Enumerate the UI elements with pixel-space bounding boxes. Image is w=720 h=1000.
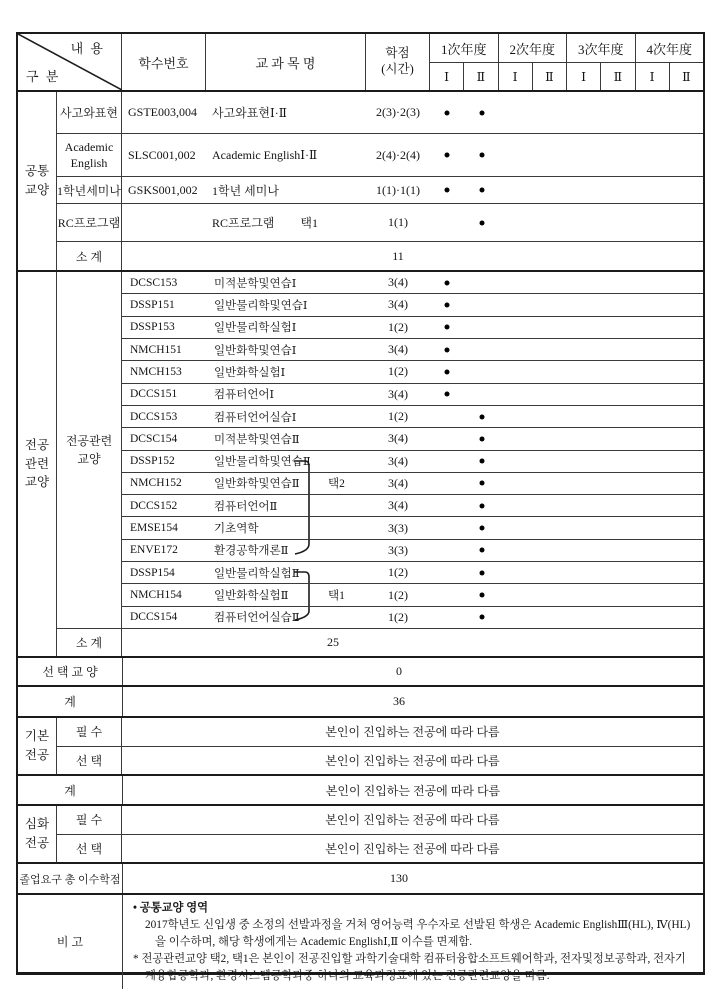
liberal-total-label: 계 xyxy=(18,687,123,716)
semester-dot xyxy=(480,153,485,158)
header-credit-line2: (시간) xyxy=(381,62,414,76)
semester-dot xyxy=(445,347,450,352)
semester-dot xyxy=(480,548,485,553)
common-gubun-label: 공통 교양 xyxy=(18,92,57,270)
course-row xyxy=(122,294,703,316)
course-credit: 3(3) xyxy=(388,542,408,557)
course-name: 사고와표현Ⅰ·Ⅱ xyxy=(212,106,287,120)
course-name: 컴퓨터언어Ⅱ xyxy=(214,500,278,513)
semester-dot xyxy=(480,615,485,620)
semester-dot xyxy=(445,153,450,158)
course-credit: 3(3) xyxy=(388,520,408,535)
remarks-body xyxy=(123,895,703,989)
semester-dot xyxy=(445,110,450,115)
basic-major-gubun: 기본 전공 xyxy=(18,718,57,774)
semester-dot xyxy=(480,570,485,575)
course-name: 1학년 세미나 xyxy=(212,183,279,198)
semester-dot xyxy=(445,325,450,330)
elective-liberal-row xyxy=(18,658,703,687)
common-row-seminar xyxy=(57,177,703,204)
course-name: 일반화학및연습Ⅰ xyxy=(214,344,297,357)
course-credit: 1(1) xyxy=(388,215,408,229)
elective-label: 선 택 xyxy=(57,835,122,863)
depends-on-major-text: 본인이 진입하는 전공에 따라 다름 xyxy=(325,783,501,798)
course-code: DCCS152 xyxy=(130,499,178,512)
course-code: DCSC154 xyxy=(130,432,178,445)
course-row xyxy=(122,272,703,294)
semester-dot xyxy=(480,110,485,115)
course-name: 일반물리학및연습Ⅱ xyxy=(214,456,311,469)
course-name: 일반물리학실험Ⅰ xyxy=(214,322,297,335)
header-sem-4-2: Ⅱ xyxy=(682,69,691,84)
header-sem-1-2: Ⅱ xyxy=(464,63,498,90)
course-credit: 3(4) xyxy=(388,297,408,312)
course-name: 일반물리학및연습Ⅰ xyxy=(214,299,308,312)
common-row-academic-english xyxy=(57,134,703,177)
header-course-name: 교 과 목 명 xyxy=(206,34,366,90)
course-code: EMSE154 xyxy=(130,522,178,535)
course-code: DCCS151 xyxy=(130,388,178,401)
category-label: 1학년세미나 xyxy=(57,177,122,203)
section-basic-major xyxy=(18,718,703,776)
major-naeyong-label: 전공관련 교양 xyxy=(57,272,122,628)
course-credit: 3(4) xyxy=(388,275,408,290)
course-name: 기초역학 xyxy=(214,523,259,536)
header-course-no: 학수번호 xyxy=(122,34,206,90)
section-advanced-major xyxy=(18,806,703,864)
semester-dot xyxy=(480,188,485,193)
course-name: 컴퓨터언어Ⅰ xyxy=(214,389,275,402)
section-common-liberal xyxy=(18,92,703,272)
semester-dot xyxy=(480,436,485,441)
course-code: DCSC153 xyxy=(130,276,178,289)
course-name: Academic EnglishⅠ·Ⅱ xyxy=(212,147,318,162)
remarks-paragraph-1: 2017학년도 신입생 중 소정의 선발과정을 거쳐 영어능력 우수자로 선발된 학생은 Academic EnglishⅢ(HL), Ⅳ(HL)을 이수하며, 해당 학생에게는 Academic EnglishⅠ,Ⅱ 이수를 면제함. xyxy=(145,918,691,948)
semester-dot xyxy=(445,302,450,307)
depends-on-major-text: 본인이 진입하는 전공에 따라 다름 xyxy=(325,725,500,740)
course-credit: 1(2) xyxy=(388,409,408,424)
select-label: 택2 xyxy=(328,478,345,491)
header-years xyxy=(430,34,703,90)
advanced-elective-row xyxy=(57,835,703,863)
elective-label: 선 택 교 양 xyxy=(18,658,123,685)
depends-on-major-text: 본인이 진입하는 전공에 따라 다름 xyxy=(325,753,500,768)
course-name: 일반물리학실험Ⅱ xyxy=(214,567,300,580)
course-credit: 2(3)·2(3) xyxy=(376,105,420,119)
graduation-value: 130 xyxy=(390,871,408,885)
course-credit: 1(2) xyxy=(388,364,408,379)
course-credit: 3(4) xyxy=(388,431,408,446)
course-row xyxy=(122,406,703,428)
header-year-2: 2次年度 xyxy=(499,34,568,62)
course-credit: 1(2) xyxy=(388,319,408,334)
category-label: RC프로그램 xyxy=(57,204,122,241)
course-credit: 3(4) xyxy=(388,475,408,490)
basic-elective-row xyxy=(57,747,703,775)
header-credit xyxy=(366,34,430,90)
header-credit-line1: 학점 xyxy=(385,46,410,61)
subtotal-value: 11 xyxy=(392,248,404,263)
remarks-row xyxy=(18,895,703,989)
course-row xyxy=(122,361,703,383)
category-label: 사고와표현 xyxy=(57,92,122,133)
course-row xyxy=(122,584,703,606)
header-sem-4-1: Ⅰ xyxy=(636,63,670,90)
course-code: NMCH152 xyxy=(130,477,182,490)
liberal-total-row xyxy=(18,687,703,718)
common-row-rc-program xyxy=(57,204,703,242)
course-code: DSSP154 xyxy=(130,566,175,579)
course-row xyxy=(122,540,703,562)
semester-dot xyxy=(480,503,485,508)
subtotal-label: 소 계 xyxy=(57,242,122,270)
course-name: 일반화학및연습Ⅱ xyxy=(214,478,300,491)
required-label: 필 수 xyxy=(57,718,122,746)
course-credit: 2(4)·2(4) xyxy=(376,147,420,162)
course-row xyxy=(122,607,703,628)
course-row xyxy=(122,317,703,339)
remarks-title: • 공통교양 영역 xyxy=(133,902,209,914)
semester-dot xyxy=(480,414,485,419)
curriculum-table xyxy=(16,32,705,982)
course-code: DCCS154 xyxy=(130,611,178,624)
course-name: 환경공학개론Ⅱ xyxy=(214,545,289,558)
header-sem-3-1: Ⅰ xyxy=(567,63,601,90)
course-code: DSSP153 xyxy=(130,321,175,334)
course-row xyxy=(122,339,703,361)
subtotal-label: 소 계 xyxy=(57,629,122,656)
common-row-sagoexpr xyxy=(57,92,703,134)
select-label: 택1 xyxy=(328,590,345,603)
major-subtotal-row xyxy=(57,629,703,656)
course-name: 컴퓨터언어실습Ⅱ xyxy=(214,612,300,625)
course-code: NMCH153 xyxy=(130,365,182,378)
course-row xyxy=(122,473,703,495)
course-code: NMCH154 xyxy=(130,589,182,602)
header-year-4: 4次年度 xyxy=(646,41,692,57)
course-name: 일반화학실험Ⅰ xyxy=(214,366,286,379)
semester-dot xyxy=(445,392,450,397)
course-credit: 3(4) xyxy=(388,342,408,357)
course-code: ENVE172 xyxy=(130,544,178,557)
course-code: SLSC001,002 xyxy=(128,147,196,162)
course-code: DSSP152 xyxy=(130,455,175,468)
semester-dot xyxy=(480,481,485,486)
graduation-credits-row xyxy=(18,864,703,895)
course-code: GSKS001,002 xyxy=(128,182,198,197)
liberal-total-value: 36 xyxy=(393,694,405,708)
course-code: DCCS153 xyxy=(130,410,178,423)
course-credit: 1(2) xyxy=(388,587,408,602)
semester-dot xyxy=(480,459,485,464)
header-sem-1-1: Ⅰ xyxy=(430,63,464,90)
select-label: 택1 xyxy=(300,216,318,230)
semester-dot xyxy=(445,369,450,374)
table-header xyxy=(18,34,703,92)
corner-label-content: 내 용 xyxy=(70,41,105,56)
header-year-1: 1次年度 xyxy=(430,34,499,62)
category-label: Academic English xyxy=(57,134,122,176)
course-row xyxy=(122,384,703,406)
graduation-label: 졸업요구 총 이수학점 xyxy=(18,864,123,893)
course-name: 미적분학및연습Ⅱ xyxy=(214,433,300,446)
semester-dot xyxy=(445,188,450,193)
basic-required-row xyxy=(57,718,703,747)
major-gubun-label: 전공 관련 교양 xyxy=(18,272,57,656)
advanced-major-gubun: 심화 전공 xyxy=(18,806,57,862)
elective-value: 0 xyxy=(396,664,402,678)
corner-label-category: 구 분 xyxy=(26,69,61,84)
course-credit: 3(4) xyxy=(388,386,408,401)
depends-on-major-text: 본인이 진입하는 전공에 따라 다름 xyxy=(325,841,500,856)
semester-dot xyxy=(480,593,485,598)
header-sem-3-2: Ⅱ xyxy=(601,63,635,90)
course-code: DSSP151 xyxy=(130,298,175,311)
course-row xyxy=(122,495,703,517)
course-name: 컴퓨터언어실습Ⅰ xyxy=(214,411,297,424)
subtotal-value: 25 xyxy=(327,635,339,649)
remarks-paragraph-2: * 전공관련교양 택2, 택1은 본인이 전공진입할 과학기술대학 컴퓨터융합소프트웨어학과, 전자및정보공학과, 전자기계융합공학과, 환경시스템공학과중 하나의 교육과정표에 있는 전공관련교양을 따름. xyxy=(133,952,686,982)
course-credit: 1(1)·1(1) xyxy=(376,182,420,197)
course-code: NMCH151 xyxy=(130,343,182,356)
basic-major-total-row xyxy=(18,776,703,806)
course-rows xyxy=(122,272,703,628)
course-name: RC프로그램 xyxy=(212,216,275,230)
course-name: 미적분학및연습Ⅰ xyxy=(214,277,297,290)
common-subtotal-row xyxy=(57,242,703,270)
basic-total-label: 계 xyxy=(18,776,123,804)
course-credit: 1(2) xyxy=(388,609,408,624)
required-label: 필 수 xyxy=(57,806,122,834)
header-sem-2-2: Ⅱ xyxy=(533,63,567,90)
semester-dot xyxy=(480,526,485,531)
advanced-required-row xyxy=(57,806,703,835)
course-name: 일반화학실험Ⅱ xyxy=(214,590,289,603)
course-credit: 1(2) xyxy=(388,565,408,580)
semester-dot xyxy=(445,280,450,285)
course-row xyxy=(122,428,703,450)
corner-header-cell xyxy=(18,34,122,90)
section-major-related xyxy=(18,272,703,658)
course-row xyxy=(122,562,703,584)
course-credit: 3(4) xyxy=(388,453,408,468)
course-row xyxy=(122,517,703,539)
course-code: GSTE003,004 xyxy=(128,105,197,119)
course-credit: 3(4) xyxy=(388,498,408,513)
elective-label: 선 택 xyxy=(57,747,122,775)
semester-dot xyxy=(480,220,485,225)
remarks-label: 비 고 xyxy=(18,895,123,989)
header-sem-2-1: Ⅰ xyxy=(499,63,533,90)
depends-on-major-text: 본인이 진입하는 전공에 따라 다름 xyxy=(325,813,500,828)
course-row xyxy=(122,451,703,473)
header-year-3: 3次年度 xyxy=(567,34,636,62)
